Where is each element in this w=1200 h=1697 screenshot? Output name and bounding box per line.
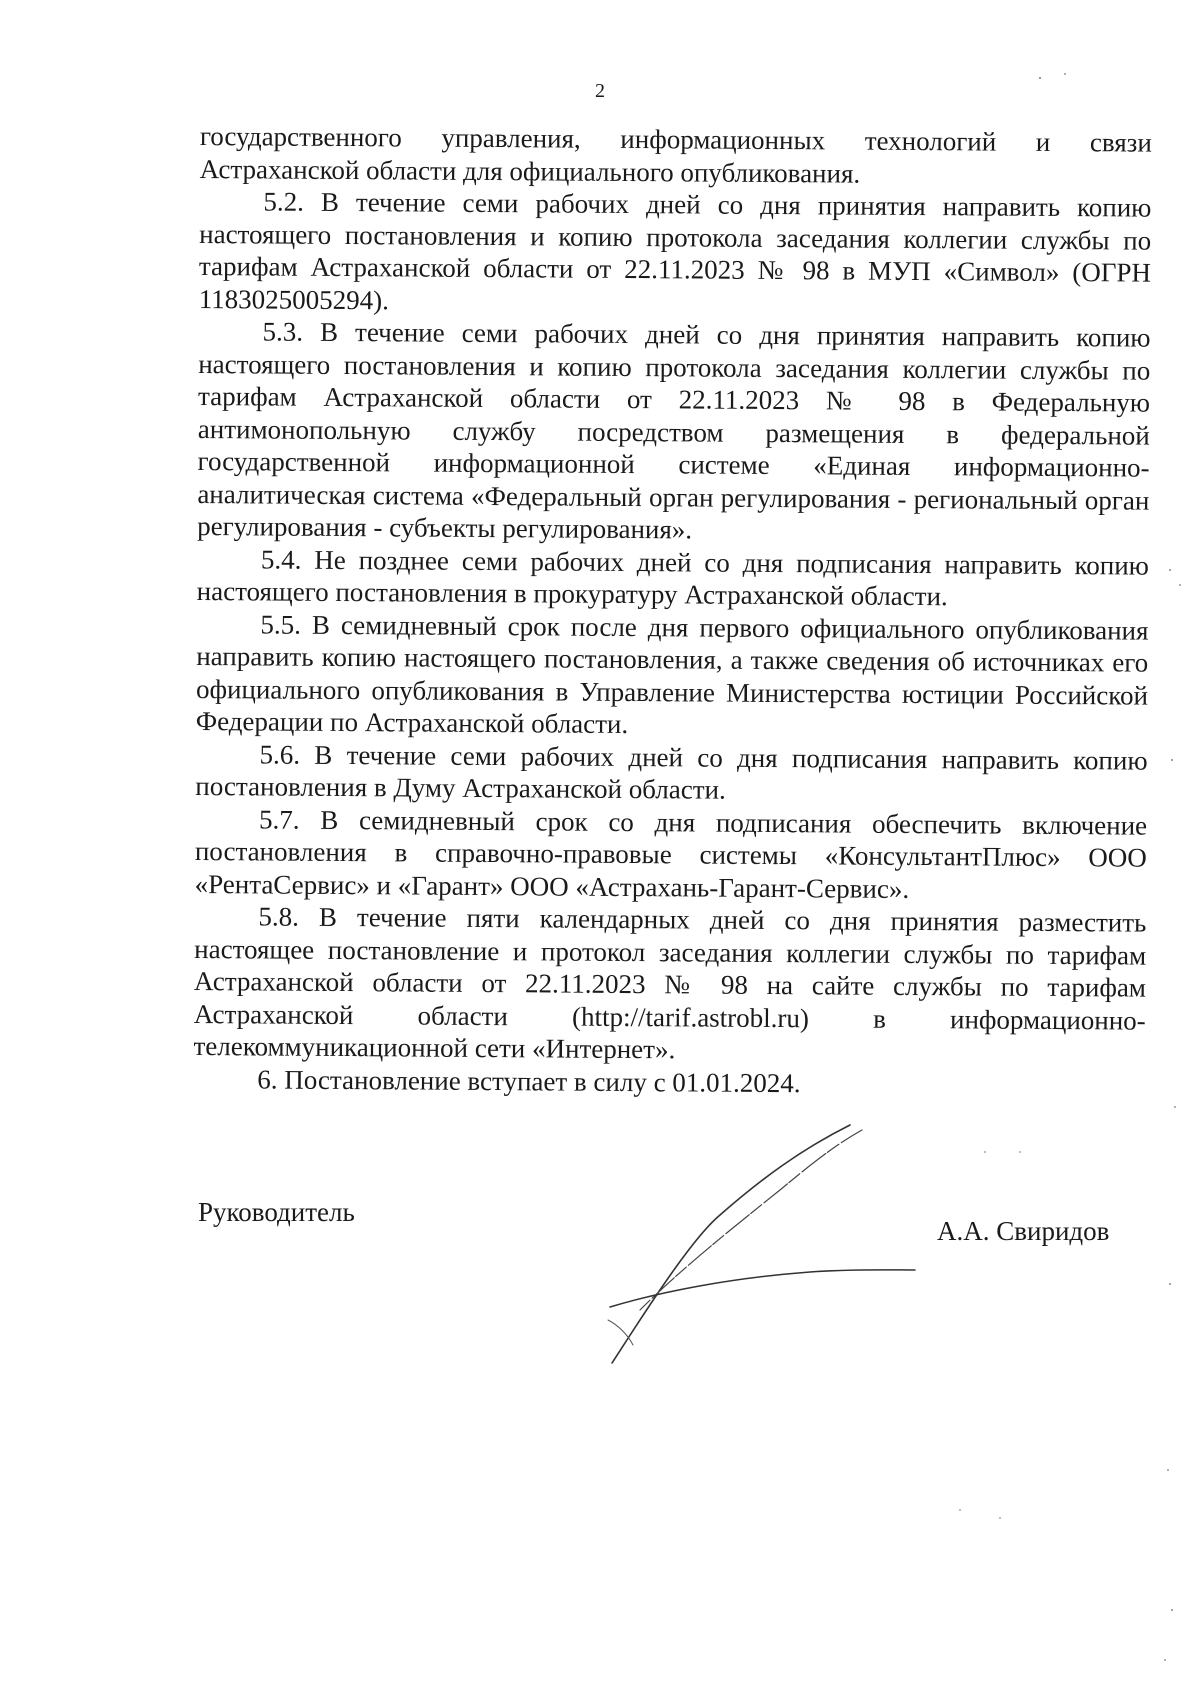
scan-speck <box>984 1151 986 1153</box>
scan-speck <box>1169 1283 1171 1285</box>
scan-speck <box>959 1509 961 1511</box>
scan-speck <box>1171 759 1173 761</box>
scan-speck <box>1064 73 1066 75</box>
paragraph-5-6: 5.6. В течение семи рабочих дней со дня подписания направить копию постановления в Думу Астраханской области. <box>195 738 1148 805</box>
scan-speck <box>1171 1609 1173 1611</box>
signer-name: А.А. Свиридов <box>937 1216 1110 1246</box>
paragraph-continuation: государственного управления, информационных технологий и связи Астраханской области для официального опубликования. <box>199 120 1152 189</box>
paragraph-5-4: 5.4. Не позднее семи рабочих дней со дня подписания направить копию настоящего постановления в прокуратуру Астраханской области. <box>196 543 1150 612</box>
scan-speck <box>1019 1151 1021 1153</box>
paragraph-5-3: 5.3. В течение семи рабочих дней со дня принятия направить копию настоящего постановления и копию протокола заседания коллегии службы по тарифам Астраханской области от 22.11.2023 № 98 в Федеральную антимонопольную службу посредством размещения в федеральной государственной информационной системе «Единая информационно-аналитическая система «Федеральный орган регулирования - региональный орган регулирования - субъекты регулирования». <box>197 316 1151 545</box>
paragraph-5-7: 5.7. В семидневный срок со дня подписания обеспечить включение постановления в справочно-правовые системы «КонсультантПлюс» ООО «РентаСервис» и «Гарант» ООО «Астрахань-Гарант-Сервис». <box>194 803 1148 904</box>
scan-speck <box>1179 584 1181 586</box>
signer-title: Руководитель <box>198 1197 355 1227</box>
scan-speck <box>1174 1106 1176 1108</box>
paragraph-5-8: 5.8. В течение пяти календарных дней со дня принятия разместить настоящее постановление и протокол заседания коллегии службы по тарифам Астраханской области от 22.11.2023 № 98 на сайте службы по тарифам Астраханской области (http://tarif.astrobl.ru) в информационно-телекоммуникационной сети «Интернет». <box>193 901 1147 1065</box>
scan-speck <box>1039 77 1041 79</box>
scan-speck <box>999 1517 1001 1519</box>
scan-speck <box>1167 1469 1169 1471</box>
scan-speck <box>1164 1659 1166 1661</box>
paragraph-5-5: 5.5. В семидневный срок после дня первого официального опубликования направить копию настоящего постановления, а также сведения об источниках его официального опубликования в Управление Министерства юстиции Российской Федерации по Астраханской области. <box>195 608 1149 740</box>
scan-speck <box>1169 569 1171 571</box>
page-number: 2 <box>595 80 605 102</box>
paragraph-5-2: 5.2. В течение семи рабочих дней со дня принятия направить копию настоящего постановления и копию протокола заседания коллегии службы по тарифам Астраханской области от 22.11.2023 № 98 в МУП «Символ» (ОГРН 1183025005294). <box>198 186 1152 315</box>
paragraph-6: 6. Постановление вступает в силу с 01.01.2024. <box>257 1063 801 1098</box>
